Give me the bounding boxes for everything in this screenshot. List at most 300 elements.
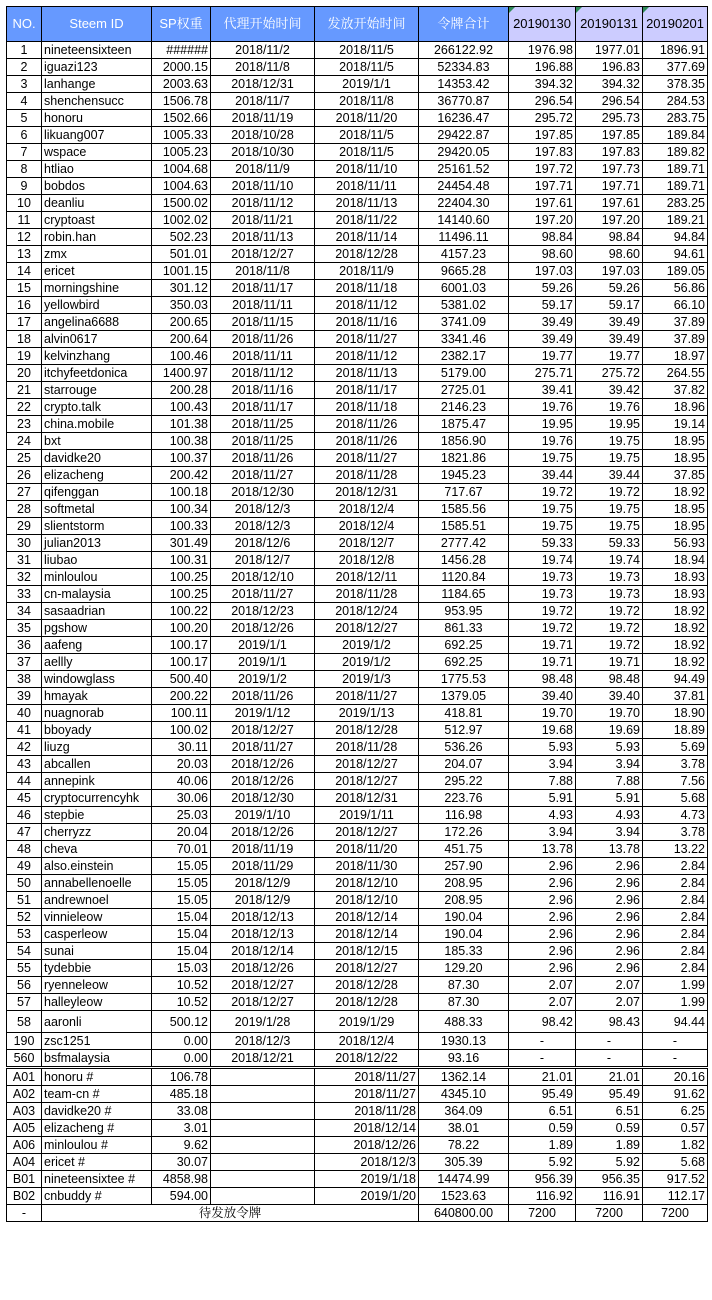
cell-day-3: 94.61 [643,246,708,263]
cell-day-3: 6.25 [643,1103,708,1120]
cell-delegate-start: 2018/11/8 [211,263,315,280]
cell-steem-id: andrewnoel [42,892,152,909]
table-row [7,93,708,110]
table-row [7,161,708,178]
cell-token-total: 9665.28 [419,263,509,280]
cell-steem-id: lanhange [42,76,152,93]
cell-day-2: 7.88 [576,773,643,790]
cell-day-2: 19.69 [576,722,643,739]
cell-steem-id: honoru [42,110,152,127]
cell-token-total: 3341.46 [419,331,509,348]
table-row [7,212,708,229]
cell-sp: 301.49 [152,535,211,552]
cell-steem-id: ericet # [42,1154,152,1171]
cell-day-1: 0.59 [509,1120,576,1137]
cell-day-1: 275.71 [509,365,576,382]
cell-token-total: 129.20 [419,960,509,977]
table-row [7,1033,708,1050]
cell-sp: 1005.23 [152,144,211,161]
cell-delegate-start: 2018/11/27 [211,739,315,756]
cell-sp: 485.18 [152,1086,211,1103]
cell-token-total: 29420.05 [419,144,509,161]
table-row [7,756,708,773]
cell-token-total: 692.25 [419,637,509,654]
cell-day-3: 18.95 [643,501,708,518]
cell-day-2: 13.78 [576,841,643,858]
cell-delegate-start: 2018/12/26 [211,620,315,637]
cell-issue-start: 2018/12/28 [315,722,419,739]
cell-no: 52 [7,909,42,926]
cell-issue-start: 2019/1/18 [315,1171,419,1188]
cell-day-1: 197.61 [509,195,576,212]
cell-steem-id: qifenggan [42,484,152,501]
cell-sp: 100.17 [152,637,211,654]
cell-steem-id: bxt [42,433,152,450]
table-row [7,603,708,620]
table-row [7,654,708,671]
footer-no: - [7,1205,42,1222]
cell-steem-id: ryenneleow [42,977,152,994]
cell-sp: 1004.63 [152,178,211,195]
cell-sp: 33.08 [152,1103,211,1120]
cell-delegate-start: 2018/11/15 [211,314,315,331]
cell-no: 19 [7,348,42,365]
cell-token-total: 1184.65 [419,586,509,603]
cell-token-total: 861.33 [419,620,509,637]
cell-no: 33 [7,586,42,603]
cell-day-1: - [509,1050,576,1068]
table-row [7,178,708,195]
cell-issue-start: 2018/12/14 [315,1120,419,1137]
cell-no: 7 [7,144,42,161]
cell-no: 45 [7,790,42,807]
cell-steem-id: liuzg [42,739,152,756]
cell-delegate-start: 2018/12/26 [211,756,315,773]
footer-label: 待发放令牌 [42,1205,419,1222]
footer-day-1: 7200 [509,1205,576,1222]
cell-day-1: 98.48 [509,671,576,688]
cell-sp: 500.40 [152,671,211,688]
cell-day-2: 39.40 [576,688,643,705]
cell-sp: 500.12 [152,1011,211,1033]
cell-day-1: 3.94 [509,824,576,841]
cell-delegate-start [211,1171,315,1188]
cell-delegate-start: 2018/12/21 [211,1050,315,1068]
cell-no: 20 [7,365,42,382]
cell-day-2: 19.77 [576,348,643,365]
cell-day-3: 18.95 [643,518,708,535]
cell-steem-id: davidke20 [42,450,152,467]
cell-day-3: 37.85 [643,467,708,484]
cell-day-3: 18.92 [643,637,708,654]
cell-delegate-start: 2018/12/13 [211,926,315,943]
cell-day-1: 39.44 [509,467,576,484]
cell-issue-start: 2019/1/13 [315,705,419,722]
cell-delegate-start: 2018/12/27 [211,977,315,994]
table-row [7,365,708,382]
cell-delegate-start: 2018/11/27 [211,586,315,603]
cell-no: A03 [7,1103,42,1120]
cell-token-total: 953.95 [419,603,509,620]
cell-token-total: 1379.05 [419,688,509,705]
cell-day-1: 21.01 [509,1068,576,1086]
cell-no: 22 [7,399,42,416]
cell-day-2: 98.60 [576,246,643,263]
cell-sp: 100.33 [152,518,211,535]
cell-steem-id: hmayak [42,688,152,705]
cell-day-3: 18.94 [643,552,708,569]
cell-day-3: 283.75 [643,110,708,127]
cell-delegate-start: 2019/1/1 [211,654,315,671]
cell-day-1: 1976.98 [509,42,576,59]
cell-delegate-start: 2018/12/23 [211,603,315,620]
table-row [7,484,708,501]
cell-steem-id: cherryzz [42,824,152,841]
cell-day-1: 295.72 [509,110,576,127]
cell-day-2: 2.96 [576,960,643,977]
table-row [7,229,708,246]
cell-no: 17 [7,314,42,331]
header-sp: SP权重 [152,7,211,42]
cell-day-1: 19.77 [509,348,576,365]
cell-token-total: 2725.01 [419,382,509,399]
cell-day-1: 13.78 [509,841,576,858]
cell-delegate-start: 2018/12/7 [211,552,315,569]
cell-day-2: 19.75 [576,518,643,535]
cell-delegate-start: 2018/11/7 [211,93,315,110]
cell-token-total: 14140.60 [419,212,509,229]
cell-issue-start: 2018/12/31 [315,790,419,807]
header-no: NO. [7,7,42,42]
table-row [7,620,708,637]
cell-no: 560 [7,1050,42,1068]
cell-sp: 100.20 [152,620,211,637]
cell-issue-start: 2018/11/27 [315,688,419,705]
cell-token-total: 185.33 [419,943,509,960]
cell-delegate-start: 2018/12/3 [211,518,315,535]
cell-no: 26 [7,467,42,484]
cell-sp: 30.11 [152,739,211,756]
cell-sp: 2003.63 [152,76,211,93]
cell-delegate-start: 2018/11/27 [211,467,315,484]
cell-steem-id: minloulou # [42,1137,152,1154]
cell-delegate-start: 2018/12/3 [211,501,315,518]
table-row [7,416,708,433]
cell-sp: 15.03 [152,960,211,977]
cell-day-1: 394.32 [509,76,576,93]
cell-steem-id: annepink [42,773,152,790]
table-row [7,501,708,518]
cell-issue-start: 2018/11/30 [315,858,419,875]
cell-sp: 200.28 [152,382,211,399]
cell-delegate-start: 2018/10/30 [211,144,315,161]
cell-issue-start: 2018/12/27 [315,960,419,977]
cell-day-1: 19.71 [509,654,576,671]
cell-issue-start: 2018/12/28 [315,246,419,263]
table-row [7,297,708,314]
header-date-1: 20190130 [509,7,576,42]
cell-sp: 15.04 [152,909,211,926]
cell-day-1: 19.75 [509,501,576,518]
cell-day-2: 19.72 [576,484,643,501]
cell-day-3: 18.90 [643,705,708,722]
table-row [7,1068,708,1086]
cell-token-total: 5179.00 [419,365,509,382]
cell-day-3: 2.84 [643,926,708,943]
cell-issue-start: 2018/11/8 [315,93,419,110]
cell-day-3: 56.86 [643,280,708,297]
table-row [7,688,708,705]
cell-token-total: 78.22 [419,1137,509,1154]
cell-day-1: 197.72 [509,161,576,178]
cell-day-3: 2.84 [643,892,708,909]
table-row [7,59,708,76]
table-row [7,246,708,263]
cell-day-3: 3.78 [643,756,708,773]
cell-steem-id: tydebbie [42,960,152,977]
cell-issue-start: 2019/1/2 [315,637,419,654]
cell-token-total: 1456.28 [419,552,509,569]
cell-sp: 100.02 [152,722,211,739]
cell-issue-start: 2018/11/20 [315,110,419,127]
cell-day-2: 4.93 [576,807,643,824]
cell-issue-start: 2018/11/26 [315,416,419,433]
cell-token-total: 93.16 [419,1050,509,1068]
cell-day-2: 19.72 [576,637,643,654]
agent-rows [7,1068,708,1205]
cell-issue-start: 2018/11/5 [315,144,419,161]
cell-day-3: 18.97 [643,348,708,365]
cell-token-total: 116.98 [419,807,509,824]
cell-sp: 100.38 [152,433,211,450]
table-row [7,110,708,127]
cell-token-total: 257.90 [419,858,509,875]
cell-steem-id: davidke20 # [42,1103,152,1120]
table-row [7,1086,708,1103]
cell-day-2: 19.73 [576,569,643,586]
cell-day-2: 39.42 [576,382,643,399]
cell-steem-id: nuagnorab [42,705,152,722]
cell-token-total: 266122.92 [419,42,509,59]
cell-day-1: 3.94 [509,756,576,773]
cell-sp: 1004.68 [152,161,211,178]
cell-no: 54 [7,943,42,960]
cell-no: 8 [7,161,42,178]
cell-delegate-start: 2018/11/19 [211,841,315,858]
cell-day-1: 98.42 [509,1011,576,1033]
cell-day-2: 1977.01 [576,42,643,59]
cell-steem-id: pgshow [42,620,152,637]
cell-steem-id: halleyleow [42,994,152,1011]
cell-steem-id: cryptoast [42,212,152,229]
cell-delegate-start: 2018/11/17 [211,399,315,416]
cell-no: A01 [7,1068,42,1086]
table-row [7,977,708,994]
cell-issue-start: 2018/11/22 [315,212,419,229]
cell-steem-id: slientstorm [42,518,152,535]
cell-delegate-start [211,1068,315,1086]
cell-steem-id: iguazi123 [42,59,152,76]
cell-day-2: 394.32 [576,76,643,93]
cell-no: 9 [7,178,42,195]
cell-day-2: 19.71 [576,654,643,671]
cell-delegate-start: 2018/11/12 [211,365,315,382]
cell-sp: 101.38 [152,416,211,433]
cell-token-total: 11496.11 [419,229,509,246]
cell-day-1: 39.40 [509,688,576,705]
table-row [7,1171,708,1188]
cell-day-2: 197.85 [576,127,643,144]
table-row [7,535,708,552]
cell-sp: 15.05 [152,858,211,875]
cell-delegate-start: 2018/12/3 [211,1033,315,1050]
table-row [7,1120,708,1137]
cell-delegate-start: 2018/11/19 [211,110,315,127]
cell-token-total: 25161.52 [419,161,509,178]
table-row [7,1050,708,1068]
cell-steem-id: julian2013 [42,535,152,552]
cell-day-1: 2.96 [509,960,576,977]
cell-day-1: 197.71 [509,178,576,195]
cell-steem-id: yellowbird [42,297,152,314]
cell-delegate-start [211,1103,315,1120]
header-issue-start: 发放开始时间 [315,7,419,42]
cell-delegate-start: 2018/11/12 [211,195,315,212]
cell-no: 24 [7,433,42,450]
cell-no: 38 [7,671,42,688]
cell-issue-start: 2018/11/14 [315,229,419,246]
cell-steem-id: cn-malaysia [42,586,152,603]
cell-day-3: 189.71 [643,161,708,178]
cell-token-total: 14474.99 [419,1171,509,1188]
table-row [7,1188,708,1205]
cell-no: B02 [7,1188,42,1205]
cell-steem-id: wspace [42,144,152,161]
cell-day-2: 39.44 [576,467,643,484]
cell-issue-start: 2018/11/10 [315,161,419,178]
cell-day-2: 295.73 [576,110,643,127]
cell-day-2: 19.74 [576,552,643,569]
cell-day-3: 4.73 [643,807,708,824]
cell-issue-start: 2018/11/18 [315,280,419,297]
cell-issue-start: 2018/12/27 [315,756,419,773]
main-rows [7,42,708,1068]
cell-issue-start: 2018/11/9 [315,263,419,280]
cell-token-total: 295.22 [419,773,509,790]
table-row [7,773,708,790]
cell-delegate-start: 2018/11/29 [211,858,315,875]
cell-no: 18 [7,331,42,348]
cell-day-3: 18.92 [643,654,708,671]
table-row [7,739,708,756]
cell-no: 23 [7,416,42,433]
cell-issue-start: 2018/11/16 [315,314,419,331]
cell-day-2: 59.17 [576,297,643,314]
cell-issue-start: 2018/11/28 [315,1103,419,1120]
cell-day-2: 5.91 [576,790,643,807]
cell-day-1: 19.72 [509,603,576,620]
cell-issue-start: 2018/11/27 [315,450,419,467]
cell-delegate-start [211,1120,315,1137]
cell-steem-id: stepbie [42,807,152,824]
cell-no: 50 [7,875,42,892]
cell-day-3: 2.84 [643,909,708,926]
cell-steem-id: zmx [42,246,152,263]
cell-no: 56 [7,977,42,994]
cell-sp: 3.01 [152,1120,211,1137]
table-row [7,433,708,450]
cell-no: 47 [7,824,42,841]
cell-delegate-start: 2018/12/27 [211,722,315,739]
cell-day-1: 39.41 [509,382,576,399]
table-row [7,807,708,824]
cell-day-3: 2.84 [643,858,708,875]
table-row [7,892,708,909]
cell-no: 34 [7,603,42,620]
cell-sp: 100.22 [152,603,211,620]
cell-delegate-start: 2018/11/26 [211,688,315,705]
cell-sp: 1005.33 [152,127,211,144]
cell-steem-id: aellly [42,654,152,671]
cell-sp: 100.43 [152,399,211,416]
table-row [7,1137,708,1154]
cell-no: 3 [7,76,42,93]
cell-delegate-start: 2018/11/26 [211,450,315,467]
cell-issue-start: 2018/11/12 [315,348,419,365]
cell-issue-start: 2018/11/12 [315,297,419,314]
cell-day-3: 7.56 [643,773,708,790]
cell-delegate-start: 2018/12/13 [211,909,315,926]
cell-delegate-start: 2018/11/25 [211,433,315,450]
cell-day-3: 189.21 [643,212,708,229]
cell-sp: 106.78 [152,1068,211,1086]
cell-steem-id: aafeng [42,637,152,654]
cell-steem-id: bobdos [42,178,152,195]
cell-day-1: 19.70 [509,705,576,722]
cell-no: 11 [7,212,42,229]
table-row [7,841,708,858]
cell-token-total: 2777.42 [419,535,509,552]
cell-token-total: 1585.56 [419,501,509,518]
table-row [7,875,708,892]
cell-day-1: 19.73 [509,569,576,586]
cell-day-2: 275.72 [576,365,643,382]
cell-token-total: 512.97 [419,722,509,739]
cell-steem-id: alvin0617 [42,331,152,348]
cell-day-2: 116.91 [576,1188,643,1205]
cell-day-1: 19.95 [509,416,576,433]
cell-issue-start: 2018/12/10 [315,892,419,909]
cell-day-1: 2.96 [509,943,576,960]
cell-day-3: 5.68 [643,1154,708,1171]
cell-delegate-start: 2019/1/10 [211,807,315,824]
cell-day-3: 0.57 [643,1120,708,1137]
cell-sp: 1002.02 [152,212,211,229]
cell-day-2: 2.96 [576,909,643,926]
cell-delegate-start: 2018/11/8 [211,59,315,76]
table-row [7,943,708,960]
cell-issue-start: 2018/11/27 [315,1068,419,1086]
cell-no: 51 [7,892,42,909]
cell-day-1: - [509,1033,576,1050]
cell-issue-start: 2018/12/26 [315,1137,419,1154]
cell-day-3: 18.95 [643,433,708,450]
cell-day-3: 189.05 [643,263,708,280]
cell-no: 5 [7,110,42,127]
table-row [7,467,708,484]
cell-issue-start: 2019/1/11 [315,807,419,824]
cell-issue-start: 2018/12/10 [315,875,419,892]
